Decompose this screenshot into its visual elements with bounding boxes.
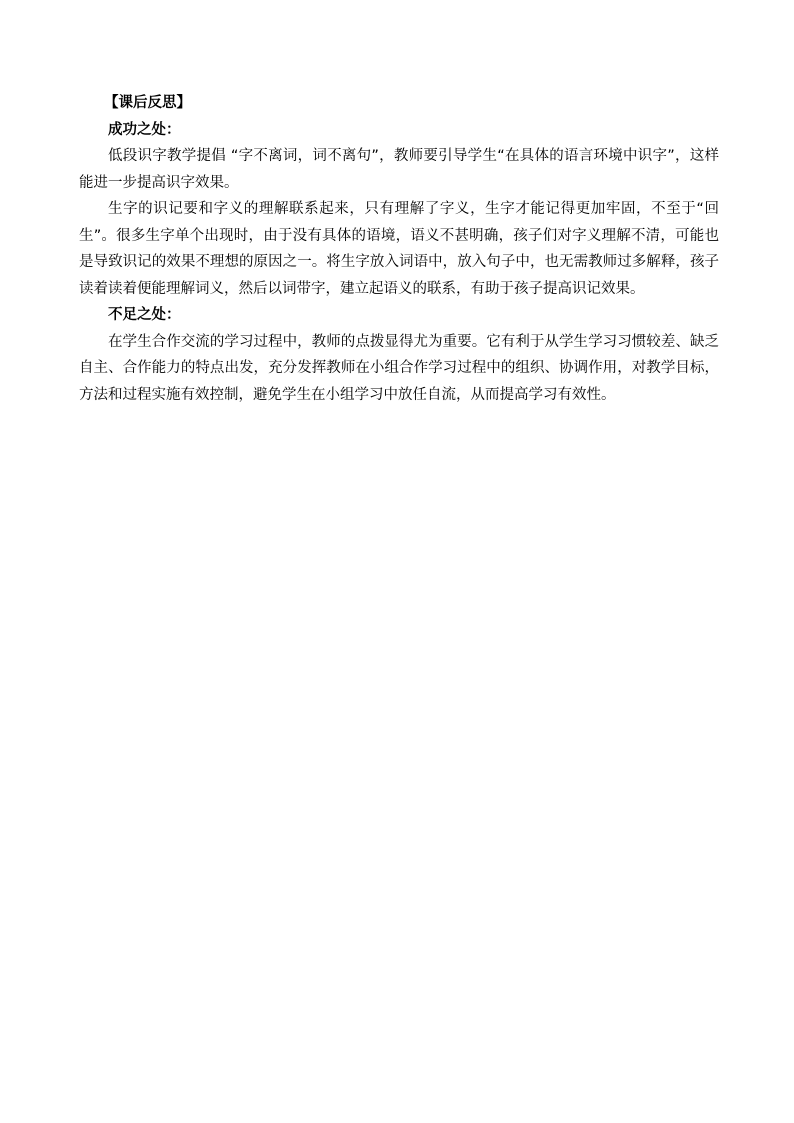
success-paragraph-2: 生字的识记要和字义的理解联系起来，只有理解了字义，生字才能记得更加牢固，不至于“回生”。很多生字单个出现时，由于没有具体的语境，语义不甚明确，孩子们对字义理解不清，可能也是导致识记的效果不理想的原因之一。将生字放入词语中，放入句子中，也无需教师过多解释，孩子读着读着便能理解词义，然后以词带字，建立起语义的联系，有助于孩子提高识记效果。 xyxy=(79,201,719,297)
success-heading: 成功之处： xyxy=(108,121,181,138)
shortcoming-heading: 不足之处： xyxy=(108,307,181,323)
section-title: 【课后反思】 xyxy=(104,95,191,111)
shortcoming-paragraph-1: 在学生合作交流的学习过程中，教师的点拨显得尤为重要。它有利于从学生学习习惯较差、缺乏自主、合作能力的特点出发，充分发挥教师在小组合作学习过程中的组织、协调作用，对教学目标，方法和过程实施有效控制，避免学生在小组学习中放任自流，从而提高学习有效性。 xyxy=(79,333,719,403)
reflection-section xyxy=(79,90,719,408)
success-paragraph-1: 低段识字教学提倡 “字不离词，词不离句”，教师要引导学生“在具体的语言环境中识字”，这样能进一步提高识字效果。 xyxy=(79,148,719,191)
